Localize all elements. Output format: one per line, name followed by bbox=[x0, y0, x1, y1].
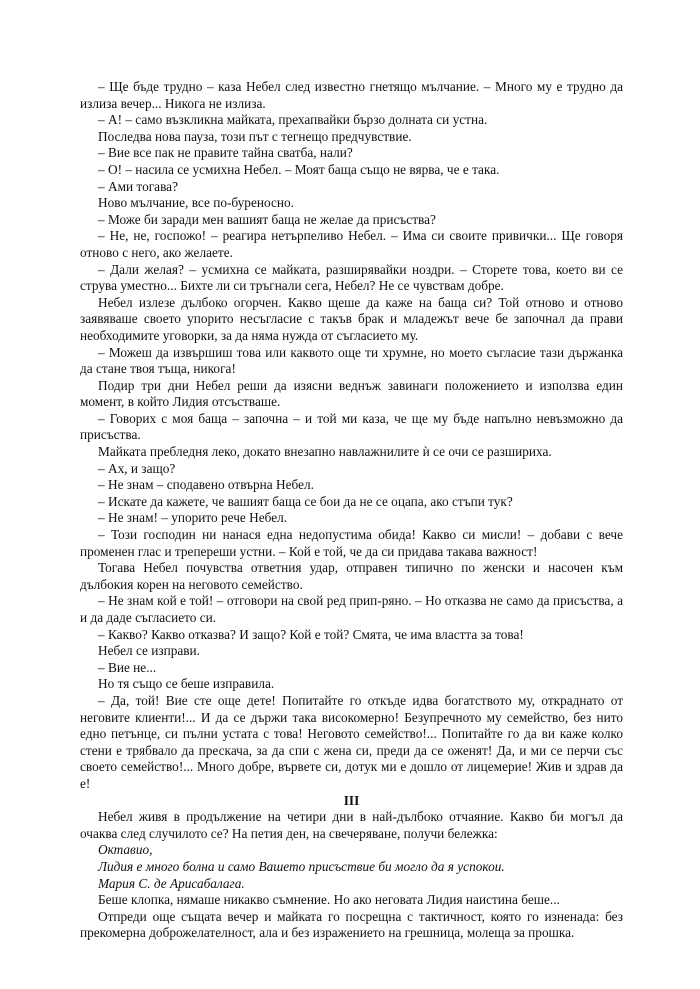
paragraph: – Ами тогава? bbox=[98, 178, 178, 194]
paragraph: Небел излезе дълбоко огорчен. Какво щеше да каже на баща си? Той отново и отново заявяваше своето упорито несъгласие с такъв брак и младежът вече бе започнал да прави необходимите уговорки, за да няма нужда от съгласието му. bbox=[80, 294, 623, 343]
paragraph: Подир три дни Небел реши да изясни веднъж завинаги положението и използва един момент, в който Лидия отсъстваше. bbox=[80, 377, 623, 410]
paragraph: – Можеш да извършиш това или каквото още ти хрумне, но моето съгласие тази държанка да стане твоя тъща, никога! bbox=[80, 344, 623, 377]
dialogue-before bbox=[80, 79, 623, 793]
section-heading: III bbox=[343, 792, 360, 808]
paragraph: Небел се изправи. bbox=[98, 643, 200, 659]
note bbox=[80, 842, 623, 892]
paragraph: – Говорих с моя баща – започна – и той ми каза, че ще му бъде напълно невъзможно да присъства. bbox=[80, 410, 623, 443]
document-page bbox=[80, 79, 623, 942]
paragraph: – Вие не... bbox=[98, 659, 157, 675]
paragraph: Последва нова пауза, този път с тегнещо предчувствие. bbox=[98, 128, 412, 144]
paragraph: – Да, той! Вие сте още дете! Попитайте го откъде идва богатството му, откраднато от неговите клиенти!... И да се държи така високомерно! Безупречното му семейство, без нито едно петънце, си пълни устата с това! Неговото семейство!... Попитайте го да ви каже колко стени е трябвало да прескача, за да спи с жена си, преди да се оженят! Да, и ми се перчи със своето семейство!... Много добре, вървете си, дотук ми е дошло от лицемерие! Жив и здрав да е! bbox=[80, 692, 623, 791]
paragraph: – А! – само възкликна майката, прехапвайки бързо долната си устна. bbox=[98, 112, 488, 128]
note-body: Лидия е много болна и само Вашето присъствие би могло да я успокои. bbox=[98, 858, 505, 874]
paragraph: – Не, не, госпожо! – реагира нетърпеливо Небел. – Има си своите привички... Ще говоря отново с него, ако желаете. bbox=[80, 228, 623, 260]
paragraph: Беше клопка, нямаше никакво съмнение. Но ако неговата Лидия наистина беше... bbox=[98, 892, 560, 908]
paragraph: Майката пребледня леко, докато внезапно навлажнилите ѝ се очи се разшириха. bbox=[98, 444, 552, 460]
paragraph: – Какво? Какво отказва? И защо? Кой е той? Смята, че има властта за това! bbox=[98, 626, 524, 642]
paragraph: – Не знам кой е той! – отговори на свой ред прип-ряно. – Но отказва не само да присъства, а и да даде съгласието си. bbox=[80, 593, 623, 625]
paragraph: – Може би заради мен вашият баща не желае да присъства? bbox=[98, 211, 436, 227]
paragraph: – Вие все пак не правите тайна сватба, нали? bbox=[98, 145, 353, 161]
note-salutation: Октавио, bbox=[98, 842, 153, 858]
paragraph: – Не знам! – упорито рече Небел. bbox=[98, 510, 288, 526]
paragraph: – Този господин ни нанася една недопустима обида! Какво си мисли! – добави с вече променен глас и трепереши устни. – Кой е той, че да си придава такава важност! bbox=[80, 527, 623, 559]
paragraph: Отпреди още същата вечер и майката го посрещна с тактичност, която го изненада: без прекомерна доброжелателност, ала и без изражението на грешница, молеща за прошка. bbox=[80, 908, 623, 941]
paragraph: Но тя също се беше изправила. bbox=[98, 676, 275, 692]
paragraph: – Ще бъде трудно – каза Небел след известно гнетящо мълчание. – Много му е трудно да излиза вечер... Никога не излиза. bbox=[80, 79, 623, 111]
note-signature: Мария С. де Арисабалага. bbox=[98, 875, 245, 891]
paragraph: Тогава Небел почувства ответния удар, отправен типично по женски и насочен към дълбокия корен на неговото семейство. bbox=[80, 560, 623, 592]
paragraph: – Ах, и защо? bbox=[98, 460, 176, 476]
paragraph: – О! – насила се усмихна Небел. – Моят баща също не вярва, че е така. bbox=[98, 161, 500, 177]
paragraph: Ново мълчание, все по-бурeносно. bbox=[98, 195, 294, 211]
paragraph: – Дали желая? – усмихна се майката, разширявайки ноздри. – Сторете това, което ви се струва уместно... Бихте ли си тръгнали сега, Небел? Не се чувствам добре. bbox=[80, 261, 623, 294]
paragraph: – Искате да кажете, че вашият баща се бои да не се оцапа, ако стъпи тук? bbox=[98, 493, 513, 509]
paragraph: – Не знам – сподавено отвърна Небел. bbox=[98, 477, 314, 493]
paragraph: Небел живя в продължение на четири дни в най-дълбоко отчаяние. Какво би могъл да очаква след случилото се? На петия ден, на свечеряване, получи бележка: bbox=[80, 809, 623, 841]
